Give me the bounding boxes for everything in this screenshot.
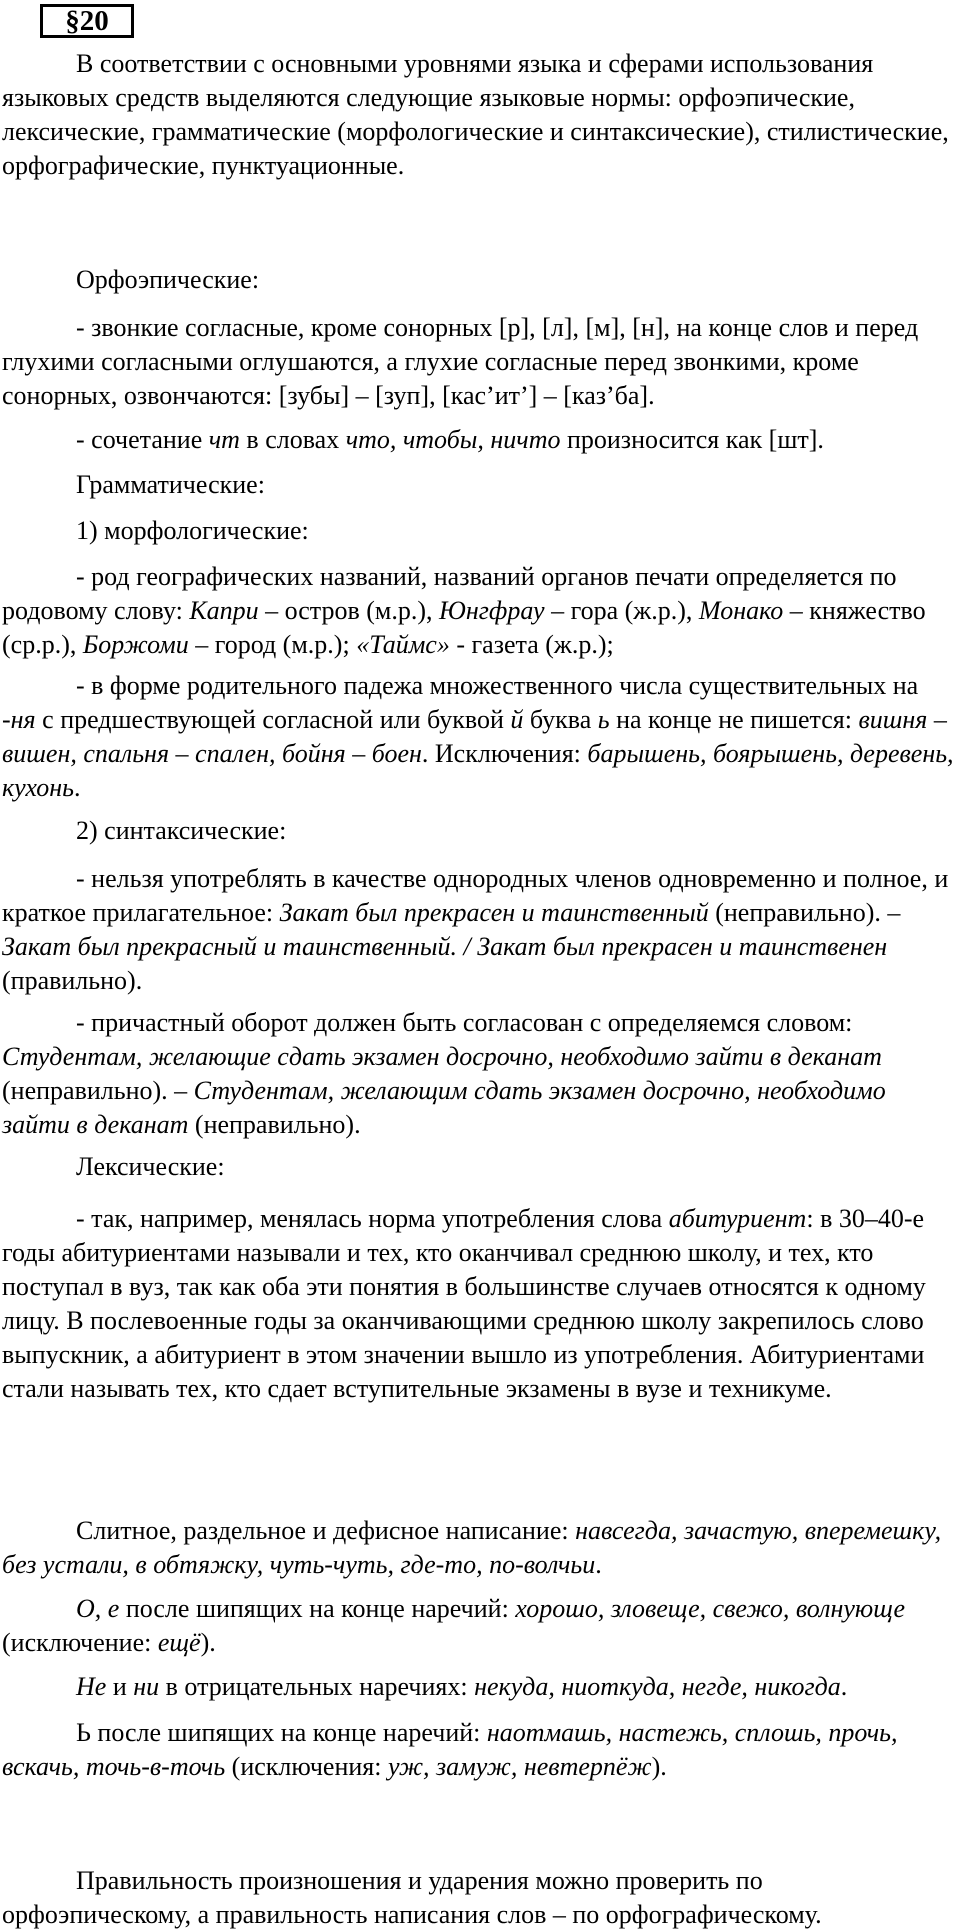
morphological-heading: 1) морфологические:	[76, 516, 309, 545]
adjective-rule-paragraph: - нельзя употреблять в качестве однородных членов одновременно и полное, и краткое прилагательное: Закат был прекрасен и таинственный (неправильно). – Закат был прекрасный и таинственный. / Закат был прекрасен и таинственен (правильно).	[2, 864, 949, 995]
orthoepic-heading: Орфоэпические:	[76, 265, 260, 294]
orthoepic-rule-cht: - сочетание чт в словах что, чтобы, ничто произносится как [шт].	[76, 425, 824, 454]
spelling-ne-ni-paragraph: Не и ни в отрицательных наречиях: некуда, ниоткуда, негде, никогда.	[76, 1672, 848, 1701]
genitive-rule-paragraph: - в форме родительного падежа множественного числа существительных на -ня с предшествующей согласной или буквой й буква ь на конце не пишется: вишня – вишен, спальня – спален, бойня – боен. Исключения: барышень, боярышень, деревень, кухонь.	[2, 671, 954, 802]
syntactic-heading: 2) синтаксические:	[76, 816, 287, 845]
gender-rule-paragraph: - род географических названий, названий органов печати определяется по родовому слову: Капри – остров (м.р.), Юнгфрау – гора (ж.р.), Монако – княжество (ср.р.), Боржоми – город (м.р.); «Таймс» - газета (ж.р.);	[2, 562, 926, 659]
participle-rule-paragraph: - причастный оборот должен быть согласован с определяемся словом: Студентам, желающие сдать экзамен досрочно, необходимо зайти в деканат (неправильно). – Студентам, желающим сдать экзамен досрочно, необходимо зайти в деканат (неправильно).	[2, 1008, 886, 1139]
section-number-badge: §20	[40, 4, 134, 38]
intro-paragraph: В соответствии с основными уровнями языка и сферами использования языковых средств выделяются следующие языковые нормы: орфоэпические, лексические, грамматические (морфологические и синтаксические), стилистические, орфографические, пунктуационные.	[2, 49, 949, 180]
lexical-rule-paragraph: - так, например, менялась норма употребления слова абитуриент: в 30–40-е годы абитуриентами называли и тех, кто оканчивал среднюю школу, и тех, кто поступал в вуз, так как оба эти понятия в большинстве случаев относятся к одному лицу. В послевоенные годы за оканчивающими среднюю школу закрепилось слово выпускник, а абитуриент в этом значении вышло из употребления. Абитуриентами стали называть тех, кто сдает вступительные экзамены в вузе и техникуме.	[2, 1204, 926, 1403]
spelling-soft-sign-paragraph: Ь после шипящих на конце наречий: наотмашь, настежь, сплошь, прочь, вскачь, точь-в-точь (исключения: уж, замуж, невтерпёж).	[2, 1718, 898, 1781]
lexical-heading: Лексические:	[76, 1152, 225, 1181]
conclusion-paragraph: Правильность произношения и ударения можно проверить по орфоэпическому, а правильность написания слов – по орфографическому.	[2, 1866, 822, 1929]
orthoepic-rule-voicing: - звонкие согласные, кроме сонорных [р], [л], [м], [н], на конце слов и перед глухими согласными оглушаются, а глухие согласные перед звонкими, кроме сонорных, озвончаются: [зубы] – [зуп], [кас’ит’] – [каз’ба].	[2, 313, 919, 410]
grammatical-heading: Грамматические:	[76, 470, 265, 499]
spelling-merged-hyphen-paragraph: Слитное, раздельное и дефисное написание: навсегда, зачастую, вперемешку, без устали, в обтяжку, чуть-чуть, где-то, по-волчьи.	[2, 1516, 942, 1579]
spelling-o-e-paragraph: О, е после шипящих на конце наречий: хорошо, зловеще, свежо, волнующе (исключение: ещё).	[2, 1594, 906, 1657]
